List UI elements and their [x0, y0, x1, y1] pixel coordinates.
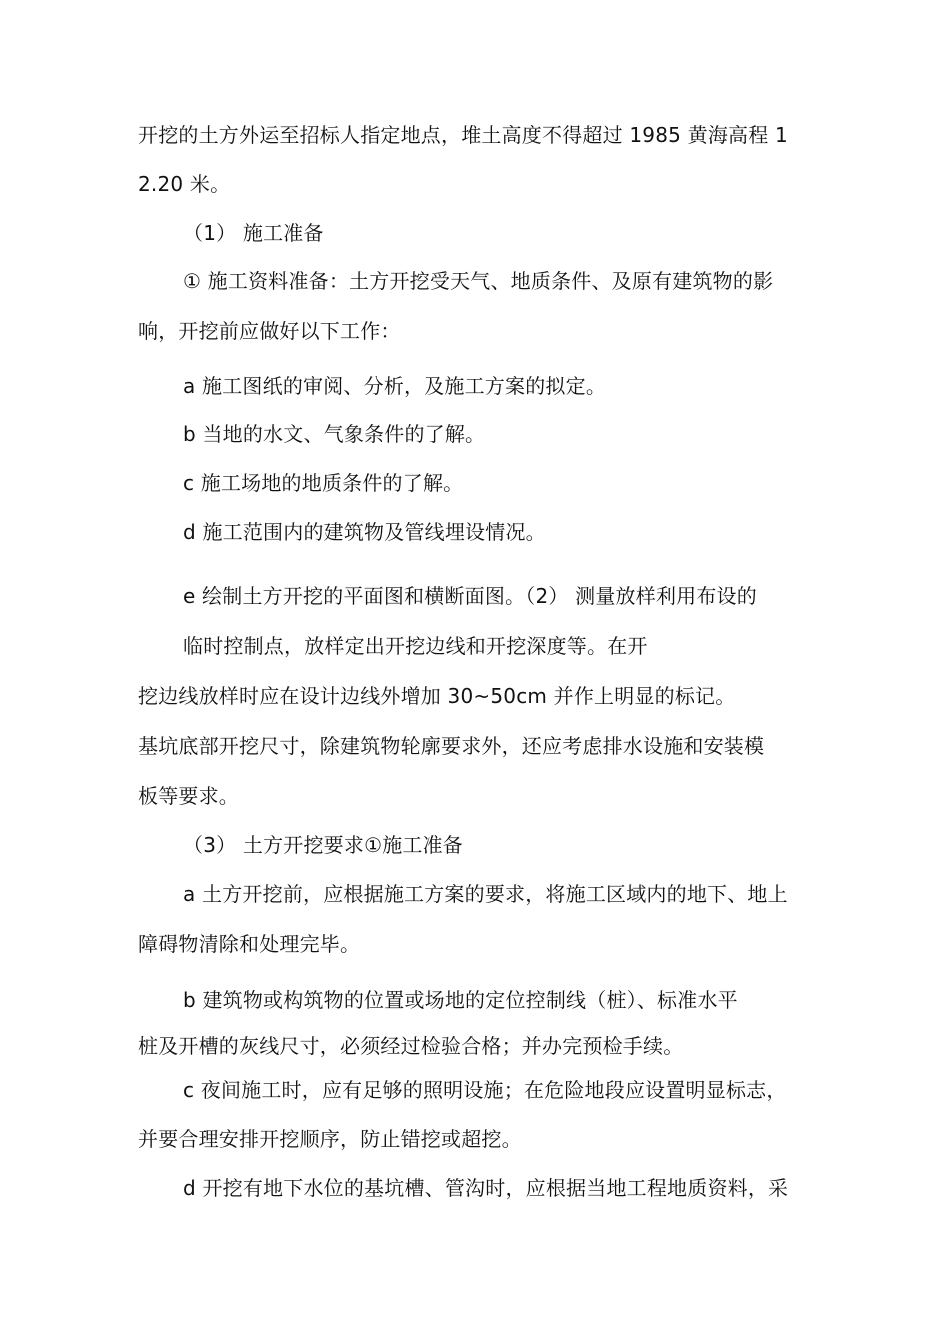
paragraph-line: ① 施工资料准备：土方开挖受天气、地质条件、及原有建筑物的影: [183, 269, 774, 293]
section-heading: （1） 施工准备: [183, 221, 324, 245]
paragraph-line: 并要合理安排开挖顺序，防止错挖或超挖。: [138, 1127, 522, 1151]
list-item: a 土方开挖前，应根据施工方案的要求，将施工区域内的地下、地上: [183, 882, 788, 906]
list-item: d 开挖有地下水位的基坑槽、管沟时，应根据当地工程地质资料，采: [183, 1176, 789, 1200]
list-item: e 绘制土方开挖的平面图和横断面图。（2） 测量放样利用布设的: [183, 584, 757, 608]
paragraph-line: 障碍物清除和处理完毕。: [138, 932, 361, 956]
list-item: b 当地的水文、气象条件的了解。: [183, 422, 486, 446]
paragraph-line: 响，开挖前应做好以下工作：: [138, 319, 401, 343]
list-item: a 施工图纸的审阅、分析，及施工方案的拟定。: [183, 374, 607, 398]
section-heading: （3） 土方开挖要求①施工准备: [183, 833, 464, 857]
paragraph-line: 挖边线放样时应在设计边线外增加 30~50cm 并作上明显的标记。: [138, 684, 736, 708]
paragraph-line: 桩及开槽的灰线尺寸，必须经过检验合格；并办完预检手续。: [138, 1034, 684, 1058]
paragraph-line: 基坑底部开挖尺寸，除建筑物轮廓要求外，还应考虑排水设施和安装模: [138, 734, 765, 758]
paragraph-line: 开挖的土方外运至招标人指定地点，堆土高度不得超过 1985 黄海高程 1: [138, 123, 788, 147]
list-item: c 夜间施工时，应有足够的照明设施；在危险地段应设置明显标志，: [183, 1078, 787, 1102]
list-item: d 施工范围内的建筑物及管线埋设情况。: [183, 520, 546, 544]
paragraph-line: 板等要求。: [138, 784, 239, 808]
paragraph-line: 2.20 米。: [138, 172, 231, 196]
list-item: b 建筑物或构筑物的位置或场地的定位控制线（桩）、标准水平: [183, 988, 738, 1012]
list-item: c 施工场地的地质条件的了解。: [183, 471, 464, 495]
paragraph-line: 临时控制点，放样定出开挖边线和开挖深度等。在开: [183, 634, 648, 658]
